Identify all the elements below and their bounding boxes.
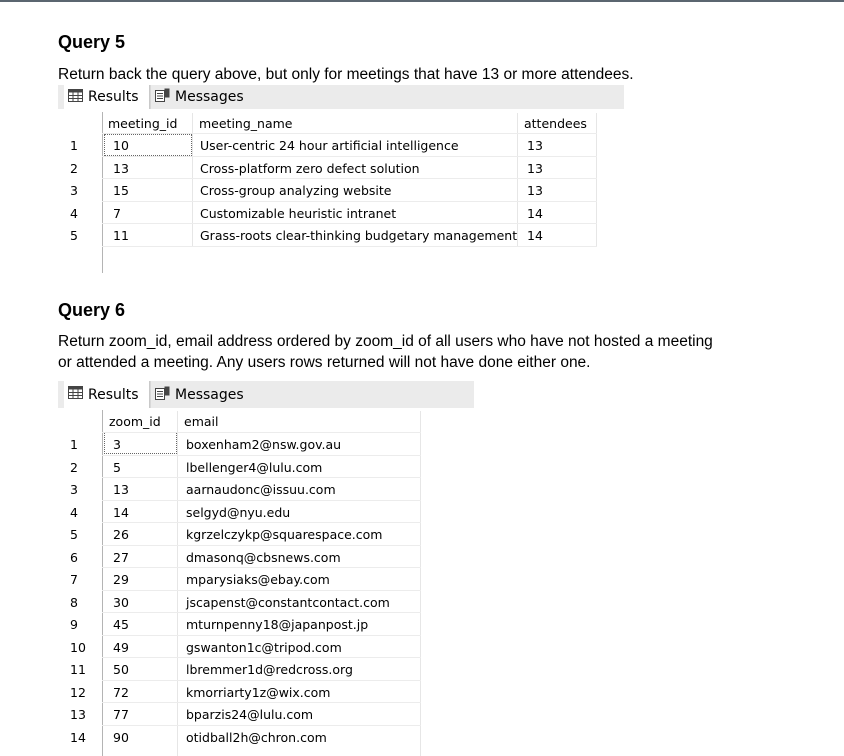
row-number: 10	[70, 639, 86, 655]
email-cell[interactable]: mparysiaks@ebay.com	[186, 572, 330, 587]
meeting-id-cell[interactable]: 7	[113, 206, 121, 221]
query6-results-tab[interactable]	[64, 381, 150, 408]
messages-icon	[155, 88, 170, 106]
query5-tabbar	[58, 85, 624, 109]
row-number: 3	[70, 183, 78, 198]
attendees-cell[interactable]: 14	[527, 206, 543, 221]
email-cell[interactable]: lbellenger4@lulu.com	[186, 459, 323, 475]
row-number: 1	[70, 437, 78, 452]
zoom-id-cell[interactable]: 45	[113, 617, 129, 632]
row-divider	[102, 522, 421, 523]
column-header-zoom-id[interactable]: zoom_id	[109, 414, 161, 429]
meeting-id-cell[interactable]: 11	[113, 228, 129, 243]
row-number: 4	[70, 504, 78, 520]
column-header-meeting-name[interactable]: meeting_name	[199, 116, 293, 131]
zoom-id-cell[interactable]: 13	[113, 482, 129, 497]
top-border	[0, 0, 844, 2]
row-divider	[102, 500, 421, 501]
email-cell[interactable]: jscapenst@constantcontact.com	[186, 594, 390, 610]
meeting-id-cell[interactable]: 13	[113, 161, 129, 176]
row-divider	[102, 725, 421, 726]
query5-results-grid	[58, 85, 624, 273]
messages-icon	[155, 386, 170, 404]
zoom-id-cell[interactable]: 29	[113, 572, 129, 587]
email-cell[interactable]: gswanton1c@tripod.com	[186, 639, 342, 655]
query6-description-line1: Return zoom_id, email address ordered by zoom_id of all users who have not hosted a meeting	[58, 333, 713, 350]
zoom-id-cell[interactable]: 3	[113, 437, 121, 452]
row-divider	[102, 223, 597, 224]
query5-results-tab[interactable]	[64, 85, 150, 109]
query6-messages-tab[interactable]	[150, 381, 256, 408]
email-cell[interactable]: boxenham2@nsw.gov.au	[186, 437, 342, 452]
meeting-name-cell[interactable]: Grass-roots clear-thinking budgetary management	[200, 228, 518, 243]
row-number: 6	[70, 549, 78, 565]
grid-icon	[68, 386, 83, 403]
query5-description: Return back the query above, but only for meetings that have 13 or more attendees.	[58, 66, 634, 83]
row-number: 7	[70, 572, 78, 587]
row-number: 1	[70, 138, 78, 153]
row-divider	[102, 477, 421, 478]
row-divider	[102, 545, 421, 546]
query6-description-line2: or attended a meeting. Any users rows returned will not have done either one.	[58, 354, 591, 371]
row-divider	[102, 590, 421, 591]
results-tab-label: Results	[88, 89, 139, 105]
row-divider	[102, 680, 421, 681]
row-divider	[102, 635, 421, 636]
meeting-id-cell[interactable]: 15	[113, 183, 129, 198]
row-divider	[102, 702, 421, 703]
results-tab-label: Results	[88, 386, 139, 403]
row-number: 2	[70, 161, 78, 176]
query6-tabbar	[58, 381, 474, 408]
zoom-id-cell[interactable]: 27	[113, 549, 129, 565]
messages-tab-label: Messages	[175, 386, 244, 403]
zoom-id-cell[interactable]: 5	[113, 459, 121, 475]
column-divider	[177, 411, 178, 756]
attendees-cell[interactable]: 14	[527, 228, 543, 243]
row-number: 4	[70, 206, 78, 221]
attendees-cell[interactable]: 13	[527, 138, 543, 153]
email-cell[interactable]: lbremmer1d@redcross.org	[186, 662, 353, 677]
row-number: 8	[70, 594, 78, 610]
meeting-name-cell[interactable]: User-centric 24 hour artificial intelligence	[200, 138, 459, 153]
messages-tab-label: Messages	[175, 89, 244, 105]
query6-results-grid	[58, 381, 474, 756]
email-cell[interactable]: aarnaudonc@issuu.com	[186, 482, 336, 497]
column-divider	[420, 411, 421, 756]
meeting-name-cell[interactable]: Customizable heuristic intranet	[200, 206, 397, 221]
zoom-id-cell[interactable]: 90	[113, 729, 129, 745]
zoom-id-cell[interactable]: 30	[113, 594, 129, 610]
row-divider	[102, 567, 421, 568]
email-cell[interactable]: kmorriarty1z@wix.com	[186, 684, 331, 700]
row-divider	[102, 612, 421, 613]
row-divider	[102, 455, 421, 456]
meeting-name-cell[interactable]: Cross-platform zero defect solution	[200, 161, 420, 176]
grid-icon	[68, 89, 83, 106]
email-cell[interactable]: kgrzelczykp@squarespace.com	[186, 527, 383, 542]
row-number: 3	[70, 482, 78, 497]
zoom-id-cell[interactable]: 77	[113, 707, 129, 722]
row-divider	[102, 432, 421, 433]
zoom-id-cell[interactable]: 49	[113, 639, 129, 655]
row-divider	[102, 201, 597, 202]
row-divider	[102, 246, 597, 247]
zoom-id-cell[interactable]: 50	[113, 662, 129, 677]
row-number: 9	[70, 617, 78, 632]
row-divider	[102, 178, 597, 179]
zoom-id-cell[interactable]: 14	[113, 504, 129, 520]
column-header-email[interactable]: email	[184, 414, 219, 429]
row-number: 5	[70, 228, 78, 243]
query6-heading: Query 6	[58, 300, 126, 320]
meeting-name-cell[interactable]: Cross-group analyzing website	[200, 183, 392, 198]
query5-messages-tab[interactable]	[150, 85, 256, 109]
zoom-id-cell[interactable]: 72	[113, 684, 129, 700]
row-number: 5	[70, 527, 78, 542]
row-number: 11	[70, 662, 86, 677]
attendees-cell[interactable]: 13	[527, 161, 543, 176]
meeting-id-cell[interactable]: 10	[113, 138, 129, 153]
email-cell[interactable]: bparzis24@lulu.com	[186, 707, 314, 722]
row-divider	[102, 657, 421, 658]
row-number: 14	[70, 729, 86, 745]
row-divider	[102, 156, 597, 157]
email-cell[interactable]: otidball2h@chron.com	[186, 729, 327, 745]
email-cell[interactable]: mturnpenny18@japanpost.jp	[186, 617, 369, 632]
column-header-attendees[interactable]: attendees	[524, 116, 587, 131]
email-cell[interactable]: dmasonq@cbsnews.com	[186, 549, 341, 565]
zoom-id-cell[interactable]: 26	[113, 527, 129, 542]
row-number: 2	[70, 459, 78, 475]
column-header-meeting-id[interactable]: meeting_id	[108, 116, 178, 131]
query5-heading: Query 5	[58, 32, 126, 52]
row-number: 13	[70, 707, 86, 722]
email-cell[interactable]: selgyd@nyu.edu	[186, 504, 291, 520]
attendees-cell[interactable]: 13	[527, 183, 543, 198]
row-number: 12	[70, 684, 86, 700]
